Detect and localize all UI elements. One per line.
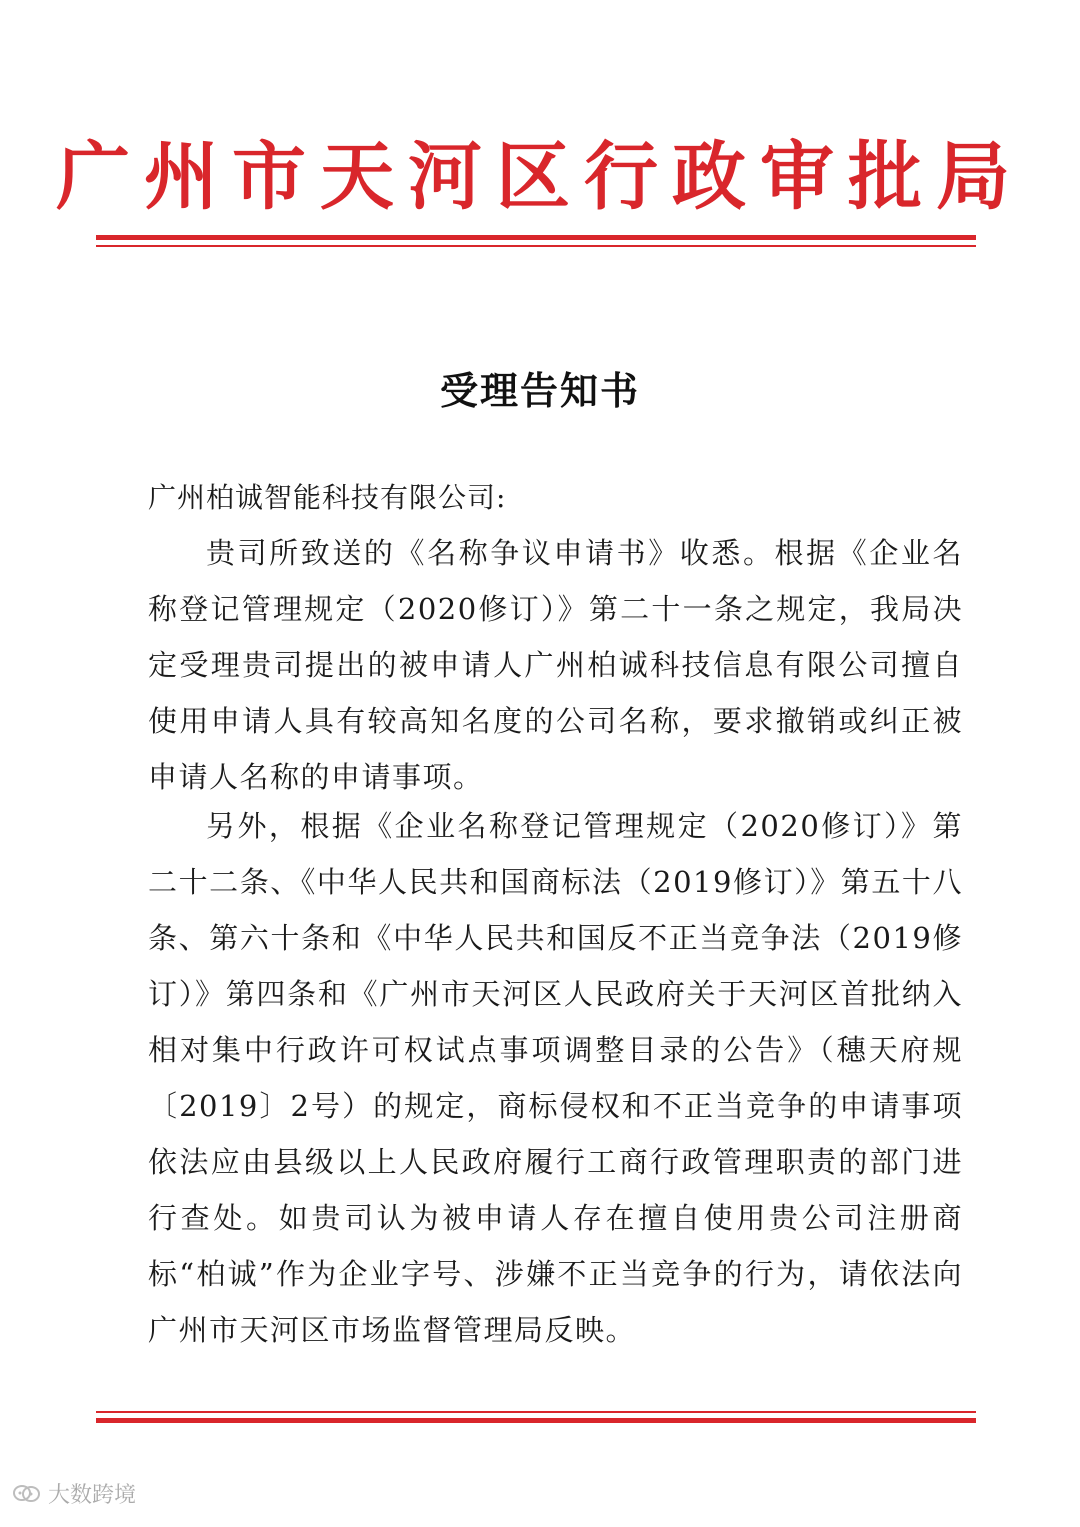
agency-header: 广州市天河区行政审批局 <box>56 134 1024 220</box>
footer-rule-thick <box>96 1418 976 1423</box>
watermark <box>12 1478 136 1509</box>
addressee: 广州柏诚智能科技有限公司: <box>148 481 507 514</box>
watermark-text: 大数跨境 <box>48 1483 137 1508</box>
header-rule-thick <box>96 235 976 240</box>
header-rule-thin <box>96 245 976 247</box>
chat-bubble-icon <box>12 1483 42 1505</box>
paragraph-acceptance: 贵司所致送的《名称争议申请书》收悉。根据《企业名称登记管理规定（2020修订）》第二十一条之规定，我局决定受理贵司提出的被申请人广州柏诚科技信息有限公司擅自使用申请人具有较高知名度的公司名称，要求撤销或纠正被申请人名称的申请事项。 <box>148 536 963 794</box>
footer-rule-thin <box>96 1411 976 1413</box>
paragraph-additional: 另外，根据《企业名称登记管理规定（2020修订）》第二十二条、《中华人民共和国商标法（2019修订）》第五十八条、第六十条和《中华人民共和国反不正当竞争法（2019修订）》第四条和《广州市天河区人民政府关于天河区首批纳入相对集中行政许可权试点事项调整目录的公告》（穗天府规〔2019〕2号）的规定，商标侵权和不正当竞争的申请事项依法应由县级以上人民政府履行工商行政管理职责的部门进行查处。如贵司认为被申请人存在擅自使用贵公司注册商标“柏诚”作为企业字号、涉嫌不正当竞争的行为，请依法向广州市天河区市场监督管理局反映。 <box>148 809 963 1347</box>
document-title: 受理告知书 <box>439 368 640 413</box>
